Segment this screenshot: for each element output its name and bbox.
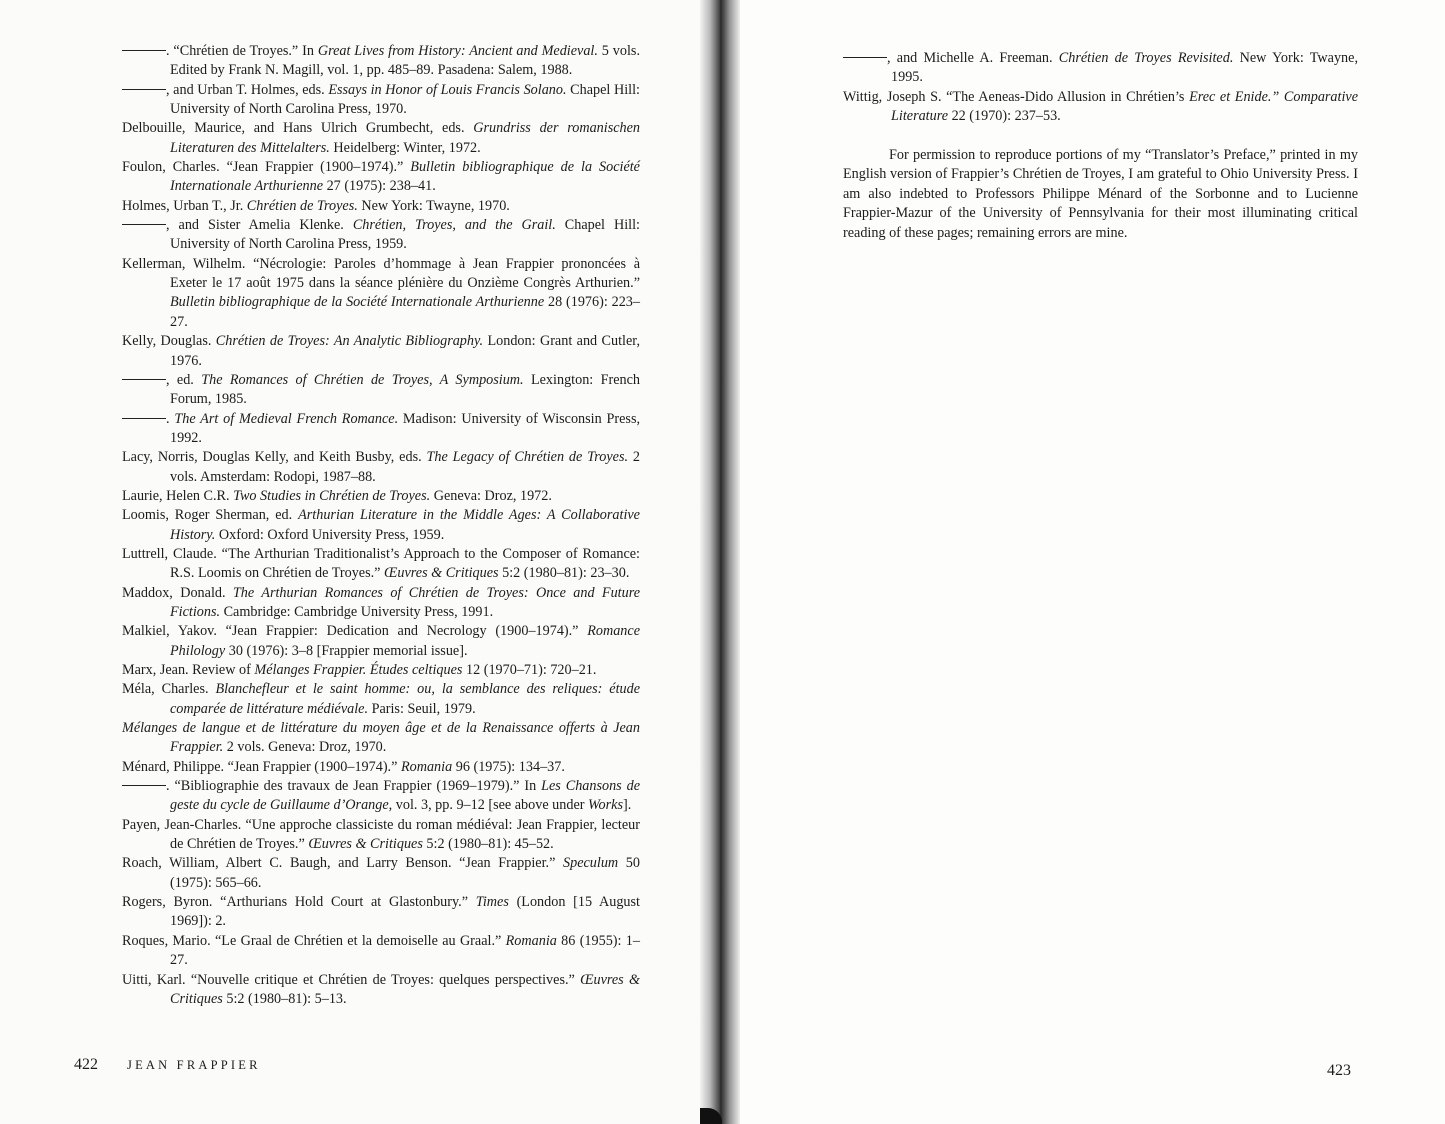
bibliography-entry: Mélanges de langue et de littérature du moyen âge et de la Renaissance offerts à Jean Frappier. 2 vols. Geneva: Droz, 1970. — [122, 720, 640, 756]
ditto-dash — [122, 418, 166, 419]
bibliography-entry: Ménard, Philippe. “Jean Frappier (1900–1974).” Romania 96 (1975): 134–37. — [122, 758, 565, 775]
bibliography-entry: , ed. The Romances of Chrétien de Troyes, A Symposium. Lexington: French Forum, 1985. — [122, 371, 640, 410]
bibliography-entry: Loomis, Roger Sherman, ed. Arthurian Literature in the Middle Ages: A Collaborative History. Oxford: Oxford University Press, 1959. — [122, 507, 640, 543]
running-head: JEAN FRAPPIER — [127, 1058, 261, 1072]
italic-title: Romania — [505, 932, 557, 949]
bibliography-entry: Delbouille, Maurice, and Hans Ulrich Grumbecht, eds. Grundriss der romanischen Literaturen des Mittelalters. Heidelberg: Winter, 1972. — [122, 120, 641, 156]
bibliography-right — [843, 49, 1358, 126]
italic-title: Bulletin bibliographique de la Société Internationale Arthurienne — [170, 294, 545, 311]
italic-title: Erec et Enide.” Comparative Literature — [891, 88, 1359, 125]
italic-title: Blanchefleur et le saint homme: ou, la semblance des reliques: étude comparée de littérature médiévale. — [170, 681, 640, 717]
italic-title: Romania — [400, 758, 453, 775]
bibliography-entry: , and Sister Amelia Klenke. Chrétien, Troyes, and the Grail. Chapel Hill: University of North Carolina Press, 1959. — [122, 216, 640, 255]
italic-title: Chrétien de Troyes, — [1012, 166, 1125, 183]
italic-title: Times — [475, 894, 509, 911]
bibliography-entry: Foulon, Charles. “Jean Frappier (1900–1974).” Bulletin bibliographique de la Société Internationale Arthurienne 27 (1975): 238–41. — [122, 159, 640, 195]
italic-title: Essays in Honor of Louis Francis Solano. — [328, 81, 567, 98]
italic-title: Bulletin bibliographique de la Société Internationale Arthurienne — [170, 159, 640, 195]
ditto-dash — [122, 785, 166, 786]
page-number-left: 422 — [74, 1056, 98, 1073]
italic-title: Mélanges de langue et de littérature du moyen âge et de la Renaissance offerts à Jean Frappier. — [122, 720, 640, 756]
ditto-dash — [122, 89, 166, 90]
italic-title: The Arthurian Romances of Chrétien de Troyes: Once and Future Fictions. — [170, 584, 640, 620]
bibliography-entry: Uitti, Karl. “Nouvelle critique et Chrétien de Troyes: quelques perspectives.” Œuvres & Critiques 5:2 (1980–81): 5–13. — [122, 971, 640, 1007]
bibliography-entry: Wittig, Joseph S. “The Aeneas-Dido Allusion in Chrétien’s Erec et Enide.” Comparative Literature 22 (1970): 237–53. — [843, 88, 1359, 125]
bibliography-entry: Payen, Jean-Charles. “Une approche classiciste du roman médiéval: Jean Frappier, lecteur de Chrétien de Troyes.” Œuvres & Critiques 5:2 (1980–81): 45–52. — [122, 816, 640, 853]
acknowledgment-note: For permission to reproduce portions of my “Translator’s Preface,” printed in my English version of Frappier’s Chrétien de Troyes, I am grateful to Ohio University Press. I am also indebted to Professors Philippe Ménard of the Sorbonne and to Lucienne Frappier-Mazur of the University of Pennsylvania for their most illuminating critical reading of these pages; remaining errors are mine. — [843, 147, 1358, 241]
book-gutter — [700, 0, 740, 1124]
italic-title: Chrétien, Troyes, and the Grail. — [352, 217, 556, 234]
bibliography-entry: Laurie, Helen C.R. Two Studies in Chrétien de Troyes. Geneva: Droz, 1972. — [122, 487, 552, 504]
bibliography-entry: , and Urban T. Holmes, eds. Essays in Honor of Louis Francis Solano. Chapel Hill: University of North Carolina Press, 1970. — [122, 81, 640, 120]
bibliography-entry: Kelly, Douglas. Chrétien de Troyes: An Analytic Bibliography. London: Grant and Cutler, 1976. — [122, 333, 640, 369]
italic-title: Chrétien de Troyes. — [246, 197, 358, 214]
italic-title: Romance Philology — [170, 623, 640, 659]
italic-title: The Art of Medieval French Romance. — [174, 410, 399, 427]
bibliography-entry: Rogers, Byron. “Arthurians Hold Court at Glastonbury.” Times (London [15 August 1969]): 2. — [122, 894, 640, 930]
italic-title: Chrétien de Troyes: An Analytic Bibliography. — [215, 333, 484, 350]
italic-title: Speculum — [563, 855, 619, 872]
ditto-dash — [122, 379, 166, 380]
bibliography-entry: Lacy, Norris, Douglas Kelly, and Keith Busby, eds. The Legacy of Chrétien de Troyes. 2 vols. Amsterdam: Rodopi, 1987–88. — [122, 449, 641, 485]
italic-title: Works — [588, 797, 623, 814]
bibliography-entry: Marx, Jean. Review of Mélanges Frappier. Études celtiques 12 (1970–71): 720–21. — [122, 662, 597, 678]
italic-title: Chrétien de Troyes Revisited. — [1058, 50, 1234, 66]
bibliography-entry: Roach, William, Albert C. Baugh, and Larry Benson. “Jean Frappier.” Speculum 50 (1975): 565–66. — [122, 855, 640, 891]
italic-title: Œuvres & Critiques — [384, 565, 499, 582]
ditto-dash — [843, 57, 887, 58]
italic-title: Arthurian Literature in the Middle Ages: A Collaborative History. — [170, 507, 640, 543]
ditto-dash — [122, 50, 166, 51]
bibliography-entry: Holmes, Urban T., Jr. Chrétien de Troyes. New York: Twayne, 1970. — [122, 197, 510, 214]
italic-title: Œuvres & Critiques — [170, 971, 640, 1007]
bibliography-entry: . “Bibliographie des travaux de Jean Frappier (1969–1979).” In Les Chansons de geste du cycle de Guillaume d’Orange, vol. 3, pp. 9–12 [see above under Works]. — [122, 777, 640, 816]
italic-title: Mélanges Frappier. Études celtiques — [254, 662, 463, 678]
bibliography-entry: Malkiel, Yakov. “Jean Frappier: Dedication and Necrology (1900–1974).” Romance Philology 30 (1976): 3–8 [Frappier memorial issue]. — [122, 623, 640, 659]
italic-title: The Romances of Chrétien de Troyes, A Symposium. — [201, 371, 524, 388]
bibliography-entry: Méla, Charles. Blanchefleur et le saint homme: ou, la semblance des reliques: étude comparée de littérature médiévale. Paris: Seuil, 1979. — [122, 681, 640, 717]
italic-title: Great Lives from History: Ancient and Medieval. — [317, 43, 598, 59]
bibliography-entry: Kellerman, Wilhelm. “Nécrologie: Paroles d’hommage à Jean Frappier prononcées à Exeter le 17 août 1975 dans la séance plénière du Onzième Congrès Arthurien.” Bulletin bibliographique de la Société Internationale Arthurienne 28 (1976): 223–27. — [122, 255, 640, 330]
bibliography-entry: Maddox, Donald. The Arthurian Romances of Chrétien de Troyes: Once and Future Fictions. Cambridge: Cambridge University Press, 1991. — [122, 584, 640, 620]
bibliography-entry: Luttrell, Claude. “The Arthurian Traditionalist’s Approach to the Composer of Romance: R.S. Loomis on Chrétien de Troyes.” Œuvres & Critiques 5:2 (1980–81): 23–30. — [122, 545, 640, 582]
bibliography-entry: . “Chrétien de Troyes.” In Great Lives from History: Ancient and Medieval. 5 vols. Edited by Frank N. Magill, vol. 1, pp. 485–89. Pasadena: Salem, 1988. — [122, 42, 640, 81]
italic-title: Two Studies in Chrétien de Troyes. — [233, 487, 431, 504]
bibliography-entry: . The Art of Medieval French Romance. Madison: University of Wisconsin Press, 1992. — [122, 410, 640, 449]
italic-title: Œuvres & Critiques — [308, 836, 423, 853]
italic-title: The Legacy of Chrétien de Troyes. — [426, 449, 629, 466]
ditto-dash — [122, 224, 166, 225]
italic-title: Les Chansons de geste du cycle de Guillaume d’Orange, — [170, 778, 640, 814]
bibliography-entry: , and Michelle A. Freeman. Chrétien de Troyes Revisited. New York: Twayne, 1995. — [843, 49, 1358, 88]
italic-title: Grundriss der romanischen Literaturen des Mittelalters. — [170, 120, 641, 156]
bibliography-entry: Roques, Mario. “Le Graal de Chrétien et la demoiselle au Graal.” Romania 86 (1955): 1–27. — [122, 932, 640, 969]
page-number-right: 423 — [1327, 1062, 1351, 1079]
bibliography-left — [122, 42, 640, 1009]
